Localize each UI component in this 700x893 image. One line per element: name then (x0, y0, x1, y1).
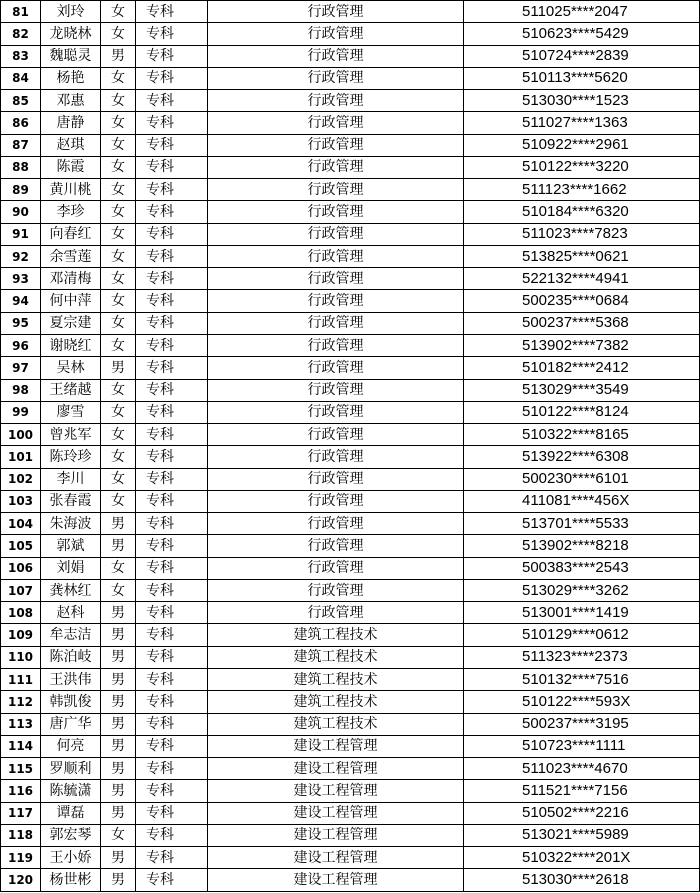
table-row (1, 869, 700, 891)
gender-cell: 男 (101, 513, 136, 535)
row-number-cell: 114 (1, 735, 41, 757)
id-number-cell: 510723****1111 (464, 735, 700, 757)
gender-cell: 女 (101, 824, 136, 846)
education-level-cell: 专科 (136, 579, 208, 601)
gender-cell: 女 (101, 379, 136, 401)
education-level-cell: 专科 (136, 312, 208, 334)
row-number-cell: 116 (1, 780, 41, 802)
education-level-cell: 专科 (136, 112, 208, 134)
education-level-cell: 专科 (136, 802, 208, 824)
roster-body (1, 1, 700, 892)
id-number-cell: 511521****7156 (464, 780, 700, 802)
major-cell: 行政管理 (208, 134, 464, 156)
id-number-cell: 510122****593X (464, 691, 700, 713)
row-number-cell: 94 (1, 290, 41, 312)
row-number-cell: 112 (1, 691, 41, 713)
education-level-cell: 专科 (136, 67, 208, 89)
table-row (1, 446, 700, 468)
education-level-cell: 专科 (136, 45, 208, 67)
id-number-cell: 510122****3220 (464, 156, 700, 178)
major-cell: 建设工程管理 (208, 847, 464, 869)
gender-cell: 女 (101, 401, 136, 423)
education-level-cell: 专科 (136, 557, 208, 579)
table-row (1, 557, 700, 579)
education-level-cell: 专科 (136, 379, 208, 401)
person-name-cell: 余雪莲 (41, 245, 101, 267)
gender-cell: 女 (101, 424, 136, 446)
education-level-cell: 专科 (136, 179, 208, 201)
gender-cell: 男 (101, 713, 136, 735)
person-name-cell: 郭斌 (41, 535, 101, 557)
row-number-cell: 108 (1, 602, 41, 624)
row-number-cell: 103 (1, 490, 41, 512)
major-cell: 行政管理 (208, 602, 464, 624)
row-number-cell: 111 (1, 668, 41, 690)
person-name-cell: 向春红 (41, 223, 101, 245)
major-cell: 建设工程管理 (208, 780, 464, 802)
row-number-cell: 90 (1, 201, 41, 223)
person-name-cell: 赵琪 (41, 134, 101, 156)
person-name-cell: 吴林 (41, 357, 101, 379)
row-number-cell: 109 (1, 624, 41, 646)
row-number-cell: 117 (1, 802, 41, 824)
id-number-cell: 513902****7382 (464, 334, 700, 356)
education-level-cell: 专科 (136, 357, 208, 379)
row-number-cell: 88 (1, 156, 41, 178)
row-number-cell: 82 (1, 23, 41, 45)
table-row (1, 691, 700, 713)
table-row (1, 713, 700, 735)
table-row (1, 67, 700, 89)
major-cell: 行政管理 (208, 290, 464, 312)
person-name-cell: 王洪伟 (41, 668, 101, 690)
person-name-cell: 龚林红 (41, 579, 101, 601)
table-row (1, 735, 700, 757)
gender-cell: 男 (101, 758, 136, 780)
row-number-cell: 100 (1, 424, 41, 446)
person-name-cell: 夏宗建 (41, 312, 101, 334)
person-name-cell: 陈霞 (41, 156, 101, 178)
education-level-cell: 专科 (136, 847, 208, 869)
major-cell: 行政管理 (208, 379, 464, 401)
id-number-cell: 500237****3195 (464, 713, 700, 735)
education-level-cell: 专科 (136, 290, 208, 312)
education-level-cell: 专科 (136, 646, 208, 668)
gender-cell: 男 (101, 646, 136, 668)
gender-cell: 女 (101, 446, 136, 468)
table-row (1, 312, 700, 334)
education-level-cell: 专科 (136, 869, 208, 891)
id-number-cell: 513029****3549 (464, 379, 700, 401)
table-row (1, 334, 700, 356)
id-number-cell: 510129****0612 (464, 624, 700, 646)
id-number-cell: 500237****5368 (464, 312, 700, 334)
education-level-cell: 专科 (136, 23, 208, 45)
major-cell: 行政管理 (208, 268, 464, 290)
education-level-cell: 专科 (136, 268, 208, 290)
education-level-cell: 专科 (136, 713, 208, 735)
major-cell: 行政管理 (208, 535, 464, 557)
major-cell: 行政管理 (208, 201, 464, 223)
major-cell: 建设工程管理 (208, 758, 464, 780)
row-number-cell: 93 (1, 268, 41, 290)
id-number-cell: 511023****4670 (464, 758, 700, 780)
education-level-cell: 专科 (136, 513, 208, 535)
gender-cell: 男 (101, 802, 136, 824)
id-number-cell: 511123****1662 (464, 179, 700, 201)
row-number-cell: 86 (1, 112, 41, 134)
table-row (1, 223, 700, 245)
major-cell: 行政管理 (208, 67, 464, 89)
id-number-cell: 510922****2961 (464, 134, 700, 156)
table-row (1, 602, 700, 624)
id-number-cell: 510113****5620 (464, 67, 700, 89)
education-level-cell: 专科 (136, 156, 208, 178)
gender-cell: 女 (101, 579, 136, 601)
table-row (1, 490, 700, 512)
education-level-cell: 专科 (136, 691, 208, 713)
id-number-cell: 513021****5989 (464, 824, 700, 846)
id-number-cell: 510132****7516 (464, 668, 700, 690)
person-name-cell: 曾兆军 (41, 424, 101, 446)
row-number-cell: 120 (1, 869, 41, 891)
row-number-cell: 115 (1, 758, 41, 780)
major-cell: 行政管理 (208, 223, 464, 245)
education-level-cell: 专科 (136, 90, 208, 112)
table-row (1, 646, 700, 668)
gender-cell: 男 (101, 847, 136, 869)
table-row (1, 245, 700, 267)
major-cell: 行政管理 (208, 23, 464, 45)
table-row (1, 758, 700, 780)
major-cell: 行政管理 (208, 334, 464, 356)
major-cell: 建筑工程技术 (208, 646, 464, 668)
table-row (1, 1, 700, 23)
person-name-cell: 李川 (41, 468, 101, 490)
table-row (1, 535, 700, 557)
gender-cell: 男 (101, 535, 136, 557)
major-cell: 行政管理 (208, 179, 464, 201)
person-name-cell: 罗顺利 (41, 758, 101, 780)
education-level-cell: 专科 (136, 401, 208, 423)
education-level-cell: 专科 (136, 134, 208, 156)
table-row (1, 379, 700, 401)
row-number-cell: 89 (1, 179, 41, 201)
row-number-cell: 91 (1, 223, 41, 245)
table-row (1, 468, 700, 490)
id-number-cell: 513825****0621 (464, 245, 700, 267)
gender-cell: 女 (101, 201, 136, 223)
gender-cell: 女 (101, 23, 136, 45)
id-number-cell: 513902****8218 (464, 535, 700, 557)
major-cell: 行政管理 (208, 490, 464, 512)
education-level-cell: 专科 (136, 668, 208, 690)
gender-cell: 女 (101, 1, 136, 23)
major-cell: 建筑工程技术 (208, 713, 464, 735)
id-number-cell: 513029****3262 (464, 579, 700, 601)
major-cell: 行政管理 (208, 357, 464, 379)
table-row (1, 579, 700, 601)
table-row (1, 90, 700, 112)
person-name-cell: 邓清梅 (41, 268, 101, 290)
row-number-cell: 85 (1, 90, 41, 112)
table-row (1, 201, 700, 223)
gender-cell: 女 (101, 312, 136, 334)
major-cell: 建筑工程技术 (208, 668, 464, 690)
major-cell: 建设工程管理 (208, 802, 464, 824)
gender-cell: 男 (101, 602, 136, 624)
row-number-cell: 87 (1, 134, 41, 156)
row-number-cell: 84 (1, 67, 41, 89)
person-name-cell: 谭磊 (41, 802, 101, 824)
person-name-cell: 邓惠 (41, 90, 101, 112)
person-name-cell: 陈玲珍 (41, 446, 101, 468)
row-number-cell: 83 (1, 45, 41, 67)
id-number-cell: 510724****2839 (464, 45, 700, 67)
id-number-cell: 510322****201X (464, 847, 700, 869)
row-number-cell: 104 (1, 513, 41, 535)
gender-cell: 女 (101, 468, 136, 490)
person-name-cell: 王绪越 (41, 379, 101, 401)
gender-cell: 男 (101, 869, 136, 891)
table-row (1, 134, 700, 156)
person-name-cell: 刘玲 (41, 1, 101, 23)
major-cell: 行政管理 (208, 446, 464, 468)
row-number-cell: 97 (1, 357, 41, 379)
person-name-cell: 刘娟 (41, 557, 101, 579)
education-level-cell: 专科 (136, 334, 208, 356)
major-cell: 行政管理 (208, 90, 464, 112)
person-name-cell: 何亮 (41, 735, 101, 757)
education-level-cell: 专科 (136, 602, 208, 624)
person-name-cell: 李珍 (41, 201, 101, 223)
gender-cell: 女 (101, 134, 136, 156)
table-row (1, 668, 700, 690)
id-number-cell: 513001****1419 (464, 602, 700, 624)
person-name-cell: 唐静 (41, 112, 101, 134)
table-row (1, 424, 700, 446)
gender-cell: 男 (101, 357, 136, 379)
person-name-cell: 朱海波 (41, 513, 101, 535)
person-name-cell: 魏聪灵 (41, 45, 101, 67)
person-name-cell: 唐广华 (41, 713, 101, 735)
person-name-cell: 韩凯俊 (41, 691, 101, 713)
person-name-cell: 郭宏琴 (41, 824, 101, 846)
id-number-cell: 513030****2618 (464, 869, 700, 891)
gender-cell: 男 (101, 45, 136, 67)
id-number-cell: 500235****0684 (464, 290, 700, 312)
major-cell: 建设工程管理 (208, 824, 464, 846)
id-number-cell: 511027****1363 (464, 112, 700, 134)
major-cell: 行政管理 (208, 557, 464, 579)
education-level-cell: 专科 (136, 446, 208, 468)
id-number-cell: 510623****5429 (464, 23, 700, 45)
major-cell: 行政管理 (208, 513, 464, 535)
person-name-cell: 廖雪 (41, 401, 101, 423)
major-cell: 建筑工程技术 (208, 691, 464, 713)
person-name-cell: 谢晓红 (41, 334, 101, 356)
table-row (1, 290, 700, 312)
education-level-cell: 专科 (136, 468, 208, 490)
major-cell: 行政管理 (208, 1, 464, 23)
education-level-cell: 专科 (136, 245, 208, 267)
major-cell: 行政管理 (208, 424, 464, 446)
table-row (1, 45, 700, 67)
table-row (1, 112, 700, 134)
person-name-cell: 黄川桃 (41, 179, 101, 201)
education-level-cell: 专科 (136, 1, 208, 23)
row-number-cell: 81 (1, 1, 41, 23)
person-name-cell: 陈毓潇 (41, 780, 101, 802)
table-row (1, 847, 700, 869)
table-row (1, 513, 700, 535)
table-row (1, 357, 700, 379)
id-number-cell: 510184****6320 (464, 201, 700, 223)
id-number-cell: 513030****1523 (464, 90, 700, 112)
table-row (1, 23, 700, 45)
person-name-cell: 张春霞 (41, 490, 101, 512)
education-level-cell: 专科 (136, 824, 208, 846)
education-level-cell: 专科 (136, 424, 208, 446)
id-number-cell: 522132****4941 (464, 268, 700, 290)
id-number-cell: 513922****6308 (464, 446, 700, 468)
gender-cell: 女 (101, 290, 136, 312)
education-level-cell: 专科 (136, 780, 208, 802)
id-number-cell: 511025****2047 (464, 1, 700, 23)
row-number-cell: 119 (1, 847, 41, 869)
gender-cell: 女 (101, 90, 136, 112)
table-row (1, 268, 700, 290)
major-cell: 建设工程管理 (208, 869, 464, 891)
major-cell: 行政管理 (208, 468, 464, 490)
gender-cell: 女 (101, 67, 136, 89)
row-number-cell: 92 (1, 245, 41, 267)
table-row (1, 179, 700, 201)
row-number-cell: 101 (1, 446, 41, 468)
id-number-cell: 510122****8124 (464, 401, 700, 423)
id-number-cell: 500230****6101 (464, 468, 700, 490)
gender-cell: 女 (101, 334, 136, 356)
gender-cell: 女 (101, 223, 136, 245)
person-name-cell: 王小娇 (41, 847, 101, 869)
gender-cell: 男 (101, 668, 136, 690)
gender-cell: 女 (101, 557, 136, 579)
id-number-cell: 513701****5533 (464, 513, 700, 535)
gender-cell: 女 (101, 156, 136, 178)
gender-cell: 女 (101, 179, 136, 201)
major-cell: 行政管理 (208, 579, 464, 601)
education-level-cell: 专科 (136, 758, 208, 780)
id-number-cell: 510322****8165 (464, 424, 700, 446)
gender-cell: 女 (101, 112, 136, 134)
gender-cell: 男 (101, 780, 136, 802)
person-name-cell: 赵科 (41, 602, 101, 624)
major-cell: 行政管理 (208, 401, 464, 423)
id-number-cell: 500383****2543 (464, 557, 700, 579)
row-number-cell: 96 (1, 334, 41, 356)
id-number-cell: 510182****2412 (464, 357, 700, 379)
education-level-cell: 专科 (136, 624, 208, 646)
id-number-cell: 511323****2373 (464, 646, 700, 668)
row-number-cell: 102 (1, 468, 41, 490)
row-number-cell: 105 (1, 535, 41, 557)
row-number-cell: 98 (1, 379, 41, 401)
person-name-cell: 龙晓林 (41, 23, 101, 45)
table-row (1, 824, 700, 846)
table-row (1, 156, 700, 178)
education-level-cell: 专科 (136, 535, 208, 557)
gender-cell: 女 (101, 268, 136, 290)
major-cell: 行政管理 (208, 312, 464, 334)
person-name-cell: 杨艳 (41, 67, 101, 89)
gender-cell: 男 (101, 624, 136, 646)
major-cell: 建设工程管理 (208, 735, 464, 757)
gender-cell: 女 (101, 245, 136, 267)
id-number-cell: 510502****2216 (464, 802, 700, 824)
row-number-cell: 99 (1, 401, 41, 423)
education-level-cell: 专科 (136, 201, 208, 223)
education-level-cell: 专科 (136, 735, 208, 757)
id-number-cell: 511023****7823 (464, 223, 700, 245)
row-number-cell: 110 (1, 646, 41, 668)
row-number-cell: 95 (1, 312, 41, 334)
gender-cell: 男 (101, 691, 136, 713)
id-number-cell: 411081****456X (464, 490, 700, 512)
major-cell: 建筑工程技术 (208, 624, 464, 646)
major-cell: 行政管理 (208, 245, 464, 267)
person-name-cell: 杨世彬 (41, 869, 101, 891)
person-name-cell: 牟志洁 (41, 624, 101, 646)
row-number-cell: 113 (1, 713, 41, 735)
row-number-cell: 106 (1, 557, 41, 579)
table-row (1, 802, 700, 824)
gender-cell: 男 (101, 735, 136, 757)
major-cell: 行政管理 (208, 156, 464, 178)
education-level-cell: 专科 (136, 223, 208, 245)
table-row (1, 780, 700, 802)
person-name-cell: 陈泊岐 (41, 646, 101, 668)
row-number-cell: 118 (1, 824, 41, 846)
person-name-cell: 何中萍 (41, 290, 101, 312)
major-cell: 行政管理 (208, 112, 464, 134)
education-level-cell: 专科 (136, 490, 208, 512)
row-number-cell: 107 (1, 579, 41, 601)
gender-cell: 女 (101, 490, 136, 512)
table-row (1, 624, 700, 646)
table-row (1, 401, 700, 423)
major-cell: 行政管理 (208, 45, 464, 67)
